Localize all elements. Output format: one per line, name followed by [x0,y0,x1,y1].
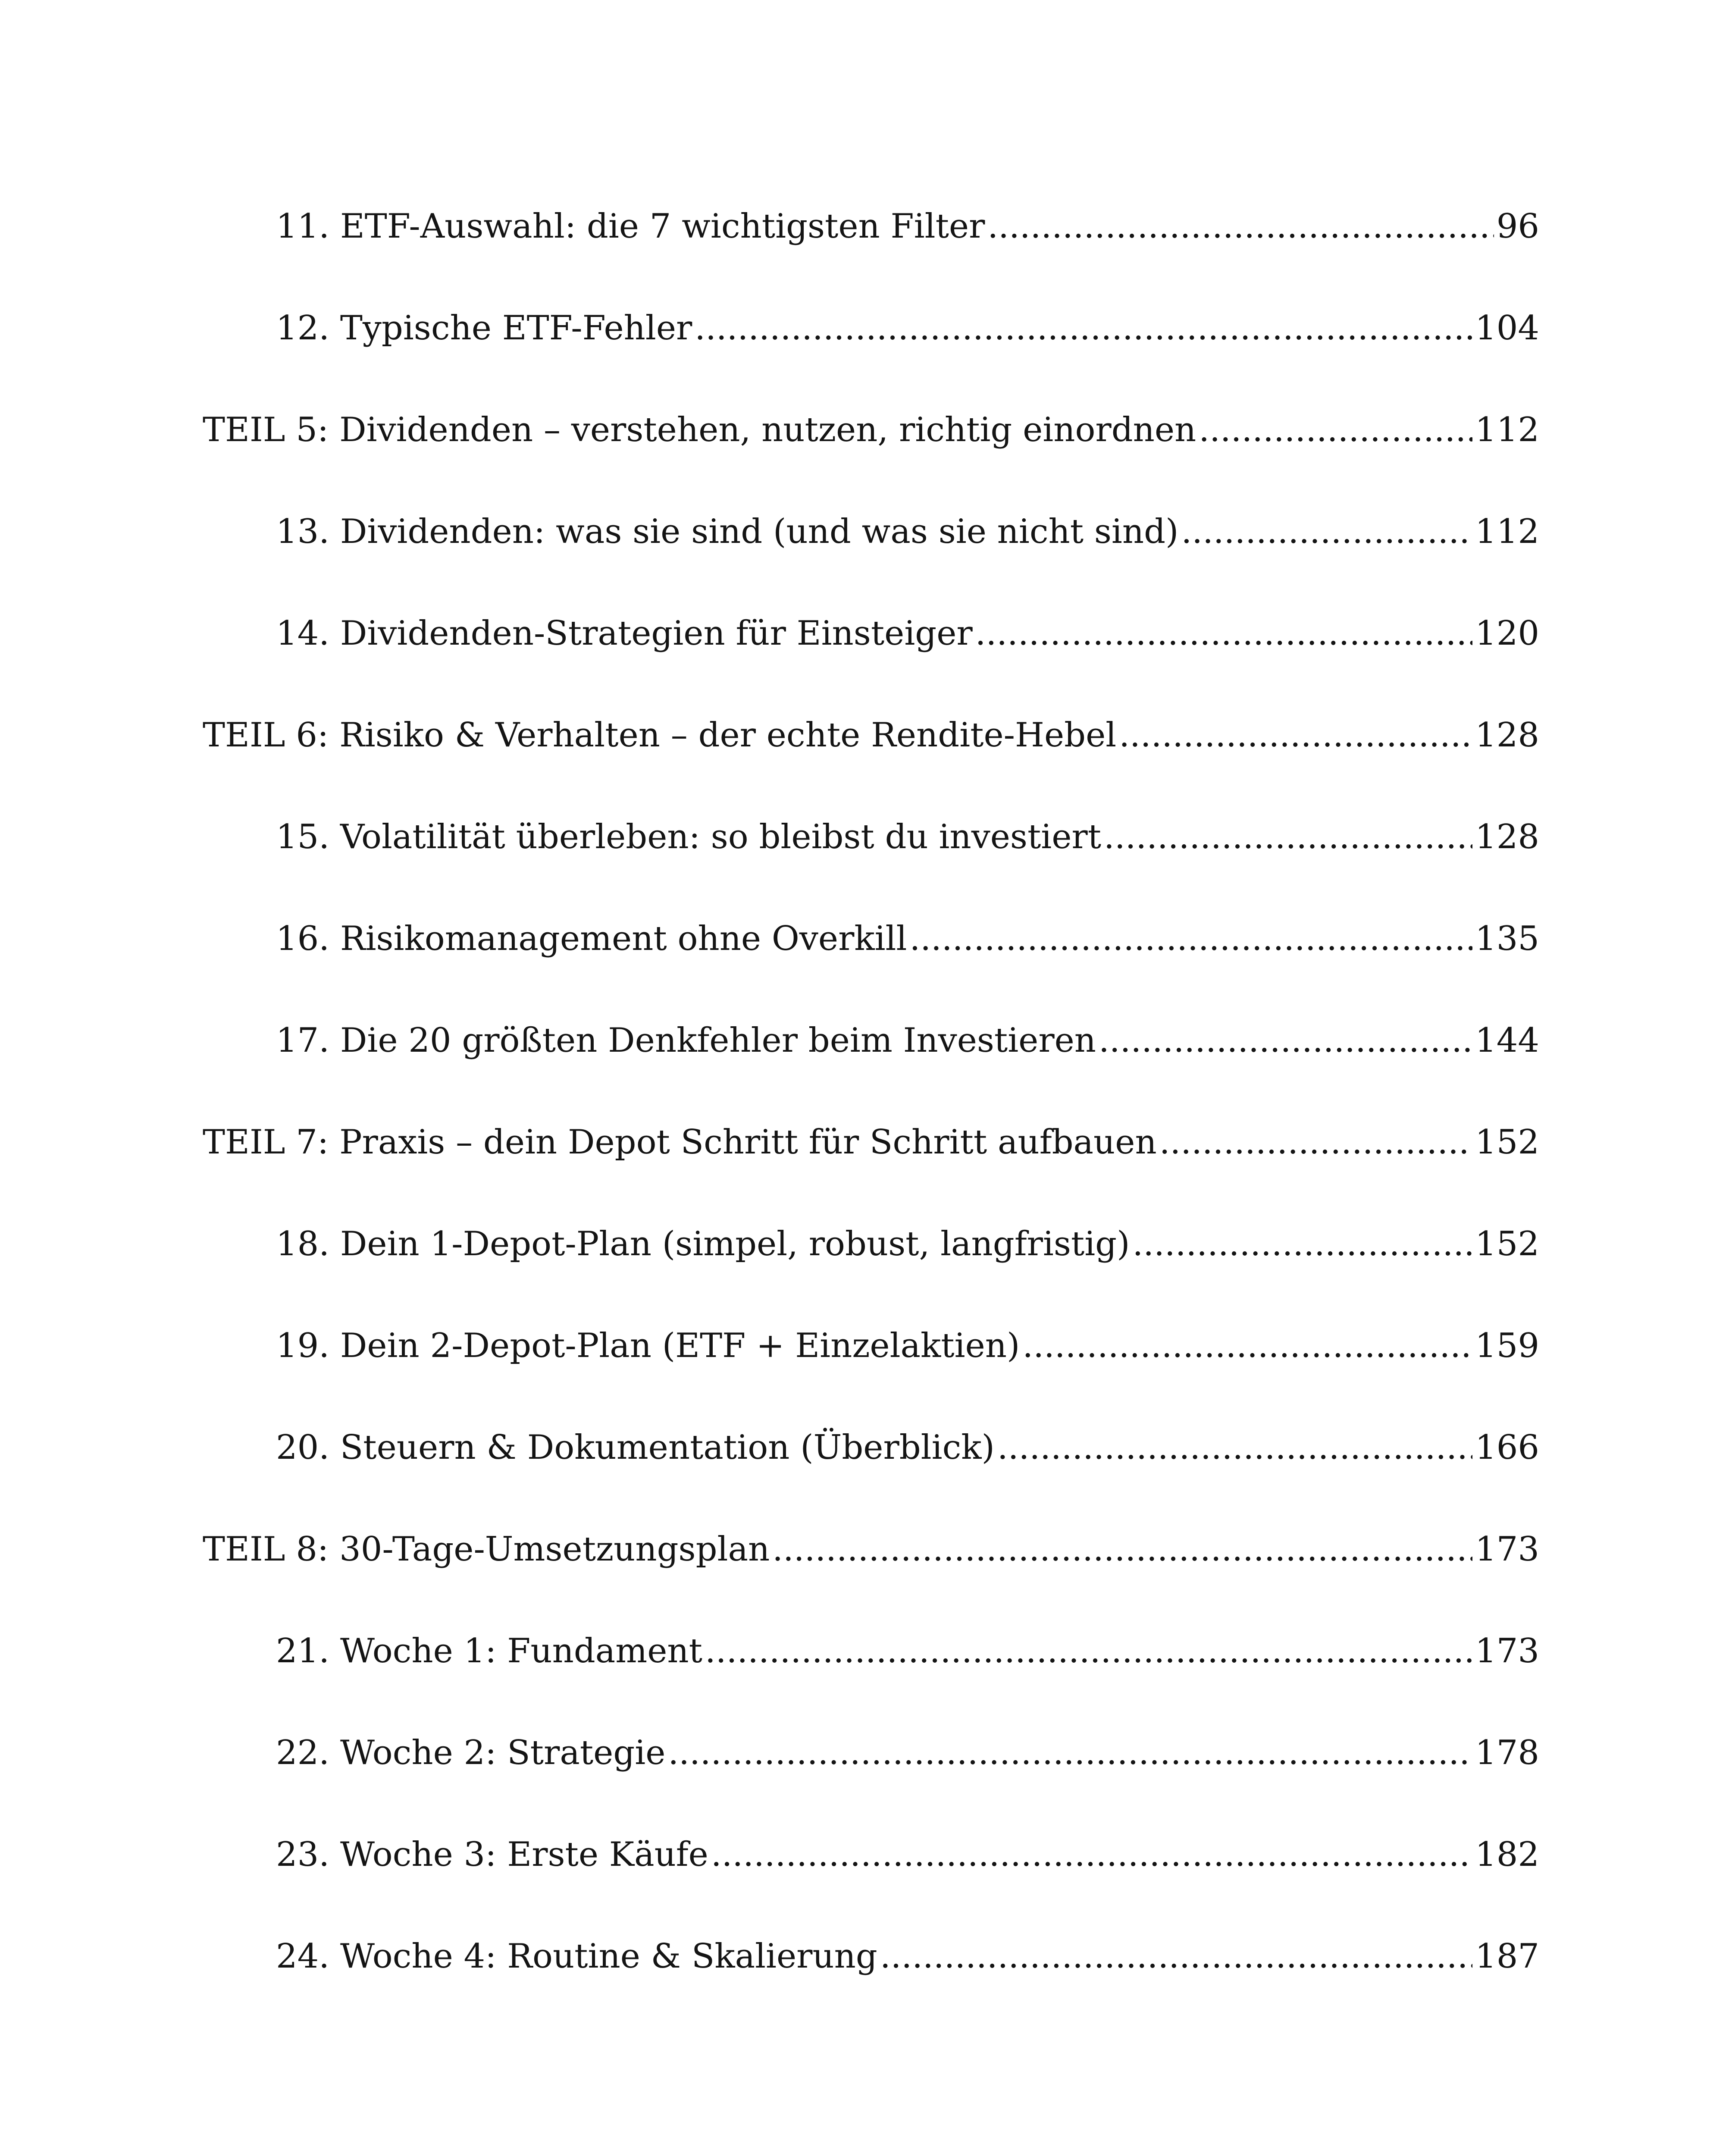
toc-entry-title: 18. Dein 1-Depot-Plan (simpel, robust, langfristig) [276,1225,1130,1263]
toc-page-number: 112 [1475,411,1539,449]
toc-page-number: 173 [1475,1530,1539,1569]
toc-page-number: 182 [1475,1835,1539,1874]
toc-entry-teil-8[interactable] [203,1521,1539,1577]
toc-dot-leader [1133,1216,1473,1272]
toc-entry-title: 14. Dividenden-Strategien für Einsteiger [276,614,973,653]
toc-entry-14[interactable] [276,605,1539,661]
toc-dot-leader [1104,809,1472,865]
toc-entry-12[interactable] [276,300,1539,356]
toc-entry-19[interactable] [276,1318,1539,1374]
toc-page-number: 152 [1475,1123,1539,1162]
toc-entry-title: 22. Woche 2: Strategie [276,1733,666,1772]
toc-entry-title: 20. Steuern & Dokumentation (Überblick) [276,1428,995,1467]
toc-entry-24[interactable] [276,1928,1539,1984]
toc-entry-11[interactable] [276,198,1539,254]
toc-entry-13[interactable] [276,504,1539,560]
toc-dot-leader [975,605,1472,661]
toc-page-number: 128 [1475,818,1539,856]
toc-page-number: 128 [1475,716,1539,755]
toc-entry-title: 12. Typische ETF-Fehler [276,309,692,348]
toc-entry-17[interactable] [276,1012,1539,1069]
toc-dot-leader [1159,1114,1472,1170]
toc-dot-leader [705,1623,1472,1679]
toc-entry-title: 24. Woche 4: Routine & Skalierung [276,1937,877,1976]
toc-entry-23[interactable] [276,1827,1539,1883]
toc-page-number: 104 [1475,309,1539,348]
toc-dot-leader [1199,402,1472,458]
toc-dot-leader [772,1521,1472,1577]
toc-page-number: 135 [1475,919,1539,958]
toc-page-number: 173 [1475,1632,1539,1670]
toc-page-number: 144 [1475,1021,1539,1060]
toc-entry-21[interactable] [276,1623,1539,1679]
toc-entry-title: TEIL 8: 30-Tage-Umsetzungsplan [203,1530,770,1569]
toc-dot-leader [668,1725,1472,1781]
toc-entry-title: TEIL 7: Praxis – dein Depot Schritt für Schritt aufbauen [203,1123,1157,1162]
toc-entry-teil-7[interactable] [203,1114,1539,1170]
toc-entry-15[interactable] [276,809,1539,865]
toc-dot-leader [1181,504,1472,560]
toc-entry-title: 19. Dein 2-Depot-Plan (ETF + Einzelaktien) [276,1326,1020,1365]
toc-page-number: 96 [1496,207,1539,246]
toc-entry-title: 21. Woche 1: Fundament [276,1632,702,1670]
toc-entry-title: 23. Woche 3: Erste Käufe [276,1835,708,1874]
toc-page-number: 112 [1475,512,1539,551]
toc-entry-title: 11. ETF-Auswahl: die 7 wichtigsten Filter [276,207,985,246]
toc-dot-leader [695,300,1472,356]
toc-entry-teil-5[interactable] [203,402,1539,458]
toc-dot-leader [711,1827,1472,1883]
toc-entry-16[interactable] [276,911,1539,967]
toc-entry-22[interactable] [276,1725,1539,1781]
toc-dot-leader [880,1928,1472,1984]
toc-entry-20[interactable] [276,1420,1539,1476]
toc-entry-title: TEIL 5: Dividenden – verstehen, nutzen, richtig einordnen [203,411,1196,449]
toc-entry-title: 17. Die 20 größten Denkfehler beim Investieren [276,1021,1096,1060]
toc-entry-title: 15. Volatilität überleben: so bleibst du investiert [276,818,1102,856]
toc-page-number: 178 [1475,1733,1539,1772]
toc-entry-18[interactable] [276,1216,1539,1272]
toc-dot-leader [909,911,1472,967]
toc-page-number: 187 [1475,1937,1539,1976]
toc-page-number: 152 [1475,1225,1539,1263]
toc-entry-title: 16. Risikomanagement ohne Overkill [276,919,907,958]
toc-page-number: 159 [1475,1326,1539,1365]
toc-entry-title: TEIL 6: Risiko & Verhalten – der echte Rendite-Hebel [203,716,1117,755]
toc-entry-title: 13. Dividenden: was sie sind (und was sie nicht sind) [276,512,1179,551]
toc-dot-leader [1099,1012,1472,1069]
toc-dot-leader [1022,1318,1472,1374]
toc-entry-teil-6[interactable] [203,707,1539,763]
toc-dot-leader [987,198,1494,254]
toc-page-number: 166 [1475,1428,1539,1467]
toc-dot-leader [1119,707,1472,763]
toc-page-number: 120 [1475,614,1539,653]
toc-dot-leader [997,1420,1472,1476]
